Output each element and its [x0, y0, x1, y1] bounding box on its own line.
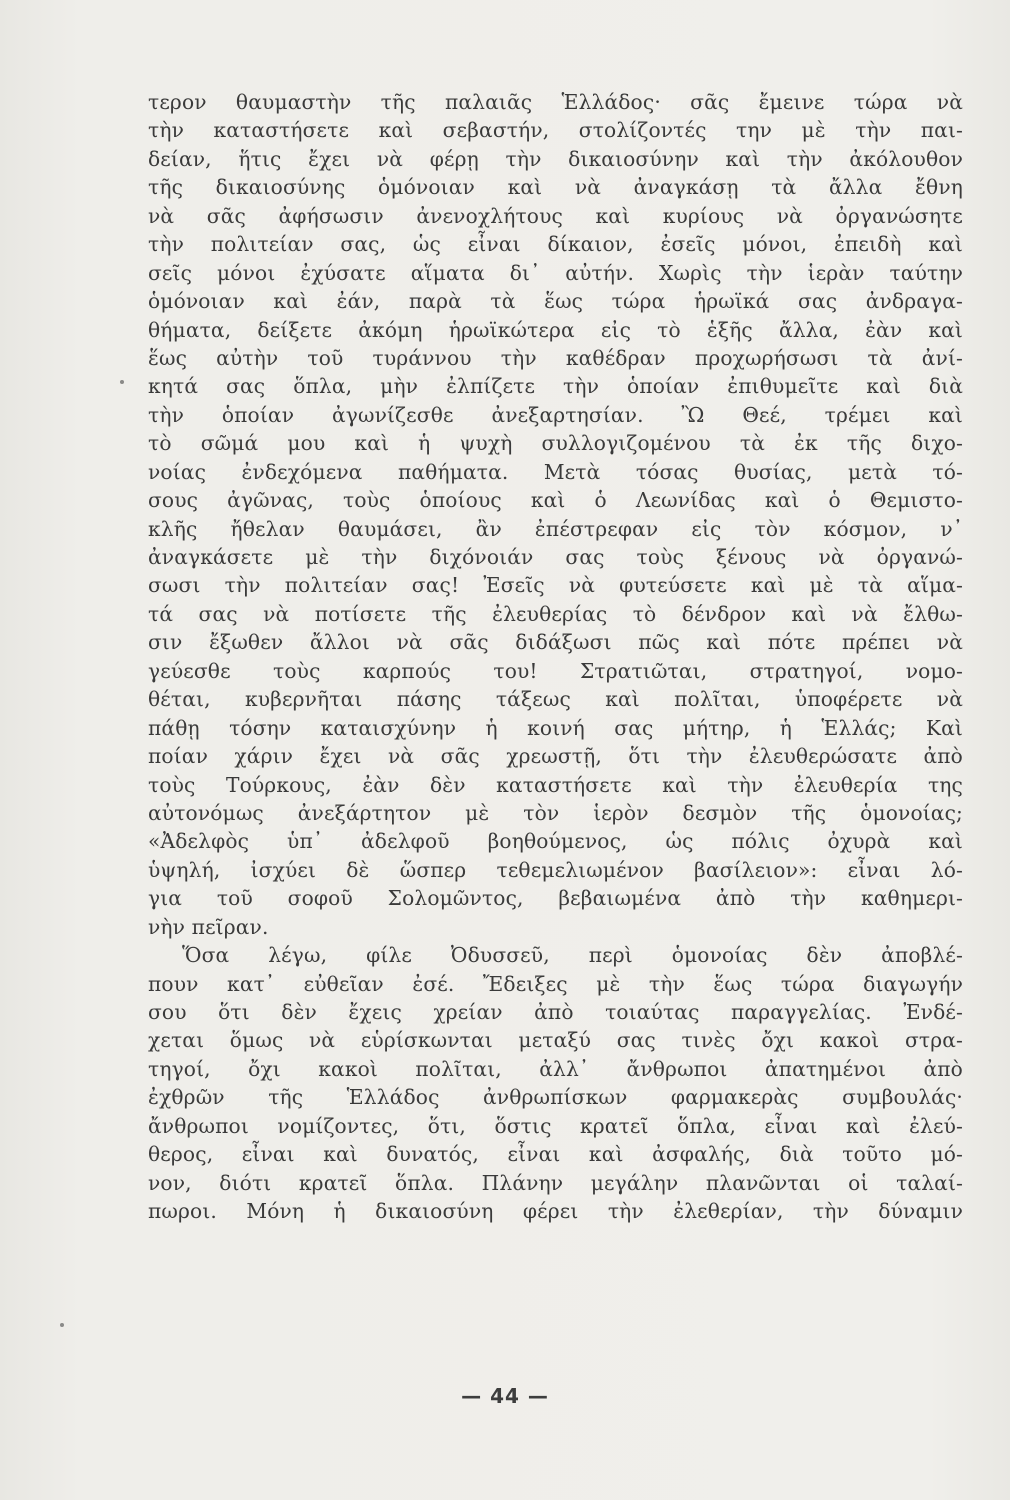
text-line: τῆς δικαιοσύνης ὁμόνοιαν καὶ νὰ ἀναγκάσῃ τὰ ἄλλα ἔθνη: [148, 175, 963, 200]
text-line: κλῆς ἤθελαν θαυμάσει, ἂν ἐπέστρεφαν εἰς τὸν κόσμον, ν᾿: [148, 516, 963, 541]
text-line: θερος, εἶναι καὶ δυνατός, εἶναι καὶ ἀσφαλής, διὰ τοῦτο μό-: [148, 1142, 963, 1167]
text-line: νοίας ἐνδεχόμενα παθήματα. Μετὰ τόσας θυσίας, μετὰ τό-: [148, 459, 963, 484]
print-speck: [120, 380, 124, 384]
text-line: τά σας νὰ ποτίσετε τῆς ἐλευθερίας τὸ δένδρον καὶ νὰ ἔλθω-: [148, 601, 963, 626]
text-line: χεται ὅμως νὰ εὑρίσκωνται μεταξύ σας τινὲς ὄχι κακοὶ στρα-: [148, 1028, 963, 1053]
text-line: αὐτονόμως ἀνεξάρτητον μὲ τὸν ἱερὸν δεσμὸν τῆς ὁμονοίας;: [148, 800, 963, 825]
text-line: σου ὅτι δὲν ἔχεις χρείαν ἀπὸ τοιαύτας παραγγελίας. Ἐνδέ-: [148, 1000, 963, 1024]
text-line: τερον θαυμαστὴν τῆς παλαιᾶς Ἑλλάδος· σᾶς ἔμεινε τώρα νὰ: [148, 90, 963, 114]
text-line: ἕως αὐτὴν τοῦ τυράννου τὴν καθέδραν προχωρήσωσι τὰ ἀνί-: [148, 345, 963, 370]
body-text: [148, 88, 963, 1226]
paragraph-start-line: Ὅσα λέγω, φίλε Ὀδυσσεῦ, περὶ ὁμονοίας δὲν ἀποβλέ-: [182, 943, 963, 968]
text-line: σωσι τὴν πολιτείαν σας! Ἐσεῖς νὰ φυτεύσετε καὶ μὲ τὰ αἵμα-: [148, 573, 963, 598]
text-line: «Ἀδελφὸς ὑπ᾿ ἀδελφοῦ βοηθούμενος, ὡς πόλις ὀχυρὰ καὶ: [148, 829, 963, 854]
text-line: πάθῃ τόσην καταισχύνην ἡ κοινή σας μήτηρ, ἡ Ἑλλάς; Καὶ: [148, 715, 963, 740]
text-line: τὴν πολιτείαν σας, ὡς εἶναι δίκαιον, ἐσεῖς μόνοι, ἐπειδὴ καὶ: [148, 232, 963, 257]
text-line: θήματα, δείξετε ἀκόμη ἡρωϊκώτερα εἰς τὸ ἑξῆς ἄλλα, ἐὰν καὶ: [148, 317, 963, 342]
text-line: πουν κατ᾿ εὐθεῖαν ἐσέ. Ἔδειξες μὲ τὴν ἕως τώρα διαγωγήν: [148, 971, 963, 996]
text-line: ὁμόνοιαν καὶ ἐάν, παρὰ τὰ ἕως τώρα ἡρωϊκά σας ἀνδραγα-: [148, 289, 963, 314]
text-line: ἐχθρῶν τῆς Ἑλλάδος ἀνθρωπίσκων φαρμακερὰς συμβουλάς·: [148, 1085, 963, 1110]
text-line: θέται, κυβερνῆται πάσης τάξεως καὶ πολῖται, ὑποφέρετε νὰ: [148, 687, 963, 712]
print-speck: [60, 1323, 64, 1327]
text-line: σεῖς μόνοι ἐχύσατε αἵματα δι᾿ αὐτήν. Χωρὶς τὴν ἱερὰν ταύτην: [148, 260, 963, 285]
text-line: τὸ σῶμά μου καὶ ἡ ψυχὴ συλλογιζομένου τὰ ἐκ τῆς διχο-: [148, 431, 963, 456]
text-line: νὰ σᾶς ἀφήσωσιν ἀνενοχλήτους καὶ κυρίους νὰ ὀργανώσητε: [148, 203, 963, 228]
text-line: νον, διότι κρατεῖ ὅπλα. Πλάνην μεγάλην πλανῶνται οἱ ταλαί-: [148, 1170, 963, 1195]
text-line: για τοῦ σοφοῦ Σολομῶντος, βεβαιωμένα ἀπὸ τὴν καθημερι-: [148, 886, 963, 911]
text-line: τηγοί, ὄχι κακοὶ πολῖται, ἀλλ᾿ ἄνθρωποι ἀπατημένοι ἀπὸ: [148, 1056, 963, 1081]
text-line: πωροι. Μόνη ἡ δικαιοσύνη φέρει τὴν ἐλεθερίαν, τὴν δύναμιν: [148, 1199, 963, 1224]
text-line: τοὺς Τούρκους, ἐὰν δὲν καταστήσετε καὶ τὴν ἐλευθερία της: [148, 772, 963, 797]
text-line: σους ἀγῶνας, τοὺς ὁποίους καὶ ὁ Λεωνίδας καὶ ὁ Θεμιστο-: [148, 488, 963, 513]
paragraph-end-line: νὴν πεῖραν.: [148, 914, 269, 939]
text-line: ἄνθρωποι νομίζοντες, ὅτι, ὅστις κρατεῖ ὅπλα, εἶναι καὶ ἐλεύ-: [148, 1113, 963, 1138]
text-line: ποίαν χάριν ἔχει νὰ σᾶς χρεωστῇ, ὅτι τὴν ἐλευθερώσατε ἀπὸ: [148, 744, 963, 769]
text-line: ἀναγκάσετε μὲ τὴν διχόνοιάν σας τοὺς ξένους νὰ ὀργανώ-: [148, 545, 963, 569]
text-line: ὑψηλή, ἰσχύει δὲ ὥσπερ τεθεμελιωμένον βασίλειον»: εἶναι λό-: [148, 857, 963, 882]
text-line: κητά σας ὅπλα, μὴν ἐλπίζετε τὴν ὁποίαν ἐπιθυμεῖτε καὶ διὰ: [148, 374, 963, 399]
page-number: — 44 —: [461, 1384, 549, 1408]
text-line: σιν ἔξωθεν ἄλλοι νὰ σᾶς διδάξωσι πῶς καὶ πότε πρέπει νὰ: [148, 630, 963, 655]
text-line: τὴν καταστήσετε καὶ σεβαστήν, στολίζοντές την μὲ τὴν παι-: [148, 118, 963, 143]
text-line: γεύεσθε τοὺς καρπούς του! Στρατιῶται, στρατηγοί, νομο-: [148, 658, 963, 683]
text-line: τὴν ὁποίαν ἀγωνίζεσθε ἀνεξαρτησίαν. Ὢ Θεέ, τρέμει καὶ: [148, 402, 963, 427]
text-line: δείαν, ἥτις ἔχει νὰ φέρῃ τὴν δικαιοσύνην καὶ τὴν ἀκόλουθον: [148, 146, 963, 171]
